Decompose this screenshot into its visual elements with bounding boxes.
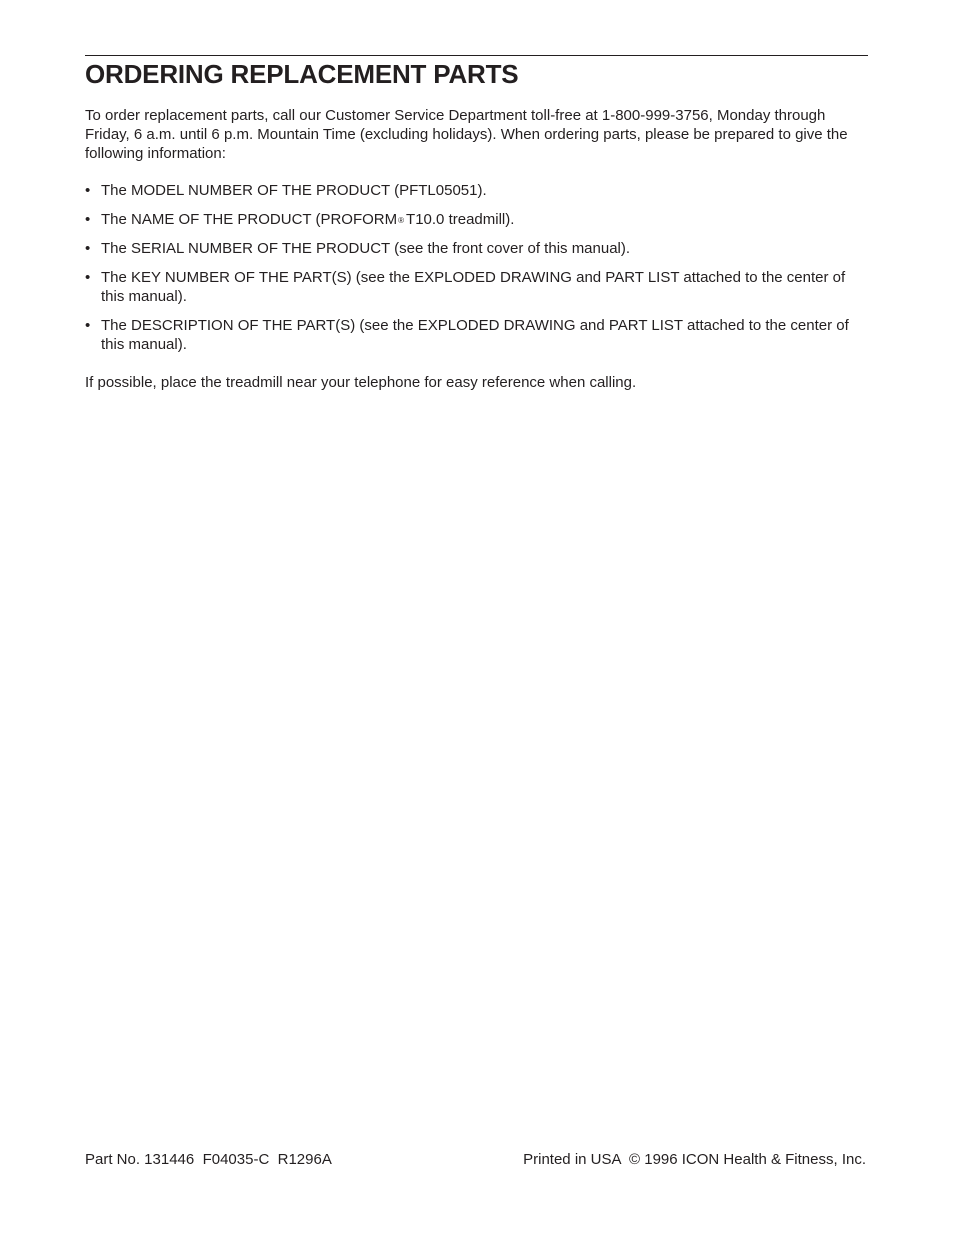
list-item-text-continued: T10.0 treadmill). bbox=[406, 211, 515, 228]
bullet-icon: • bbox=[85, 269, 91, 286]
bullet-icon: • bbox=[85, 182, 91, 199]
list-item-text: The KEY NUMBER OF THE PART(S) (see the EXPLODED DRAWING and PART LIST attached to the center of this manual). bbox=[101, 269, 846, 305]
page-title: ORDERING REPLACEMENT PARTS bbox=[85, 59, 519, 89]
registered-mark: ® bbox=[398, 216, 405, 225]
bullet-icon: • bbox=[85, 211, 91, 228]
list-item-key-number bbox=[85, 268, 868, 306]
info-list bbox=[85, 181, 868, 354]
header-rule bbox=[85, 55, 868, 56]
bullet-icon: • bbox=[85, 240, 91, 257]
list-item-text: The DESCRIPTION OF THE PART(S) (see the EXPLODED DRAWING and PART LIST attached to the center of this manual). bbox=[101, 317, 849, 353]
list-item-serial-number bbox=[85, 239, 868, 258]
list-item-text: The SERIAL NUMBER OF THE PRODUCT (see the front cover of this manual). bbox=[101, 240, 631, 257]
list-item-product-name bbox=[85, 210, 868, 229]
closing-paragraph: If possible, place the treadmill near your telephone for easy reference when calling. bbox=[85, 374, 637, 391]
list-item-description bbox=[85, 316, 868, 354]
page-content bbox=[85, 106, 868, 392]
footer-copyright: Printed in USA © 1996 ICON Health & Fitness, Inc. bbox=[523, 1151, 866, 1168]
intro-paragraph: To order replacement parts, call our Customer Service Department toll-free at 1-800-999-3756, Monday through Friday, 6 a.m. until 6 p.m. Mountain Time (excluding holidays). When ordering parts, please be prepared to give the following information: bbox=[85, 107, 848, 162]
bullet-icon: • bbox=[85, 317, 91, 334]
list-item-text: The MODEL NUMBER OF THE PRODUCT (PFTL05051). bbox=[101, 182, 487, 199]
list-item-text: The NAME OF THE PRODUCT (PROFORM bbox=[101, 211, 398, 228]
list-item-model-number bbox=[85, 181, 868, 200]
footer-part-number: Part No. 131446 F04035-C R1296A bbox=[85, 1151, 332, 1168]
